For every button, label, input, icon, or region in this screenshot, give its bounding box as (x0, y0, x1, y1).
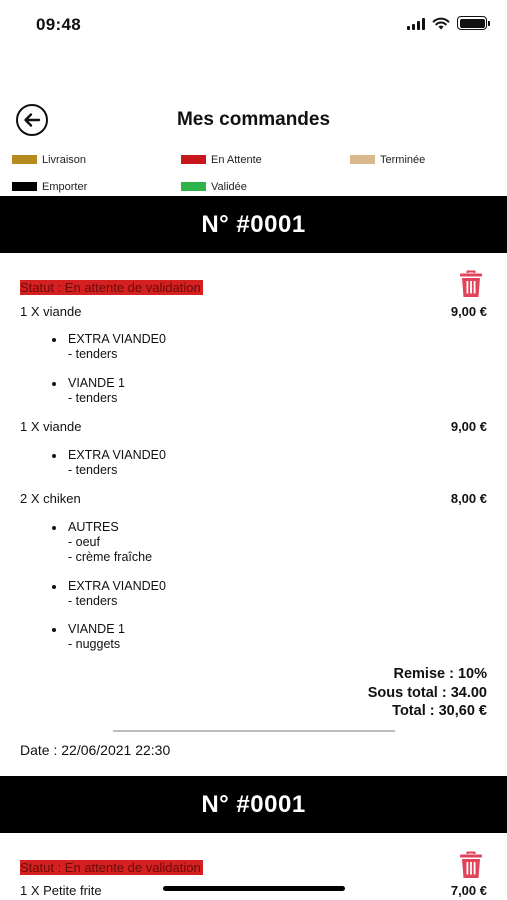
trash-icon[interactable] (459, 270, 483, 298)
order-line (20, 419, 487, 437)
order-status-badge: Statut : En attente de validation (20, 280, 201, 295)
wifi-icon (432, 17, 450, 30)
subtotal-text: Sous total : 34.00 (367, 684, 487, 701)
order-option: VIANDE 1 - tenders (52, 376, 125, 406)
trash-icon[interactable] (459, 851, 483, 879)
order-number-header[interactable]: N° #0001 (0, 196, 507, 253)
order-line-price: 8,00 € (450, 491, 487, 506)
legend-swatch (350, 155, 375, 164)
order-line-item: 1 X Petite frite (20, 883, 102, 898)
discount-text: Remise : 10% (393, 666, 487, 682)
total-text: Total : 30,60 € (392, 703, 487, 719)
order-option: EXTRA VIANDE0 - tenders (52, 579, 166, 609)
order-date: Date : 22/06/2021 22:30 (20, 742, 171, 758)
page-title: Mes commandes (176, 109, 331, 130)
order-option: EXTRA VIANDE0 - tenders (52, 332, 166, 362)
legend-item-emporter: Emporter (12, 181, 181, 193)
order-number-header[interactable]: N° #0001 (0, 776, 507, 833)
nav-bar (0, 100, 507, 140)
order-option: EXTRA VIANDE0 - tenders (52, 448, 166, 478)
order-line (20, 304, 487, 322)
status-time: 09:48 (36, 15, 81, 34)
home-indicator[interactable] (163, 886, 345, 891)
order-line (20, 491, 487, 509)
order-option: AUTRES - oeuf - crème fraîche (52, 520, 152, 565)
status-legend (12, 146, 492, 200)
order-line-item: 1 X viande (20, 419, 82, 434)
battery-icon (457, 16, 487, 30)
order-line-price: 9,00 € (450, 304, 487, 319)
order-status-badge: Statut : En attente de validation (20, 860, 201, 875)
order-totals (368, 665, 487, 721)
order-line-item: 2 X chiken (20, 491, 81, 506)
legend-item-en-attente: En Attente (181, 154, 350, 166)
status-bar (0, 0, 507, 50)
order-line-price: 9,00 € (450, 419, 487, 434)
cellular-signal-icon (407, 17, 425, 30)
status-icons (407, 16, 487, 30)
legend-item-terminee: Terminée (350, 154, 425, 166)
divider (113, 730, 395, 732)
legend-swatch (12, 182, 37, 191)
legend-item-validee: Validée (181, 181, 350, 193)
order-line-price: 7,00 € (450, 883, 487, 898)
legend-swatch (181, 182, 206, 191)
order-line-item: 1 X viande (20, 304, 82, 319)
legend-swatch (12, 155, 37, 164)
order-option: VIANDE 1 - nuggets (52, 622, 125, 652)
legend-swatch (181, 155, 206, 164)
legend-item-livraison: Livraison (12, 154, 181, 166)
